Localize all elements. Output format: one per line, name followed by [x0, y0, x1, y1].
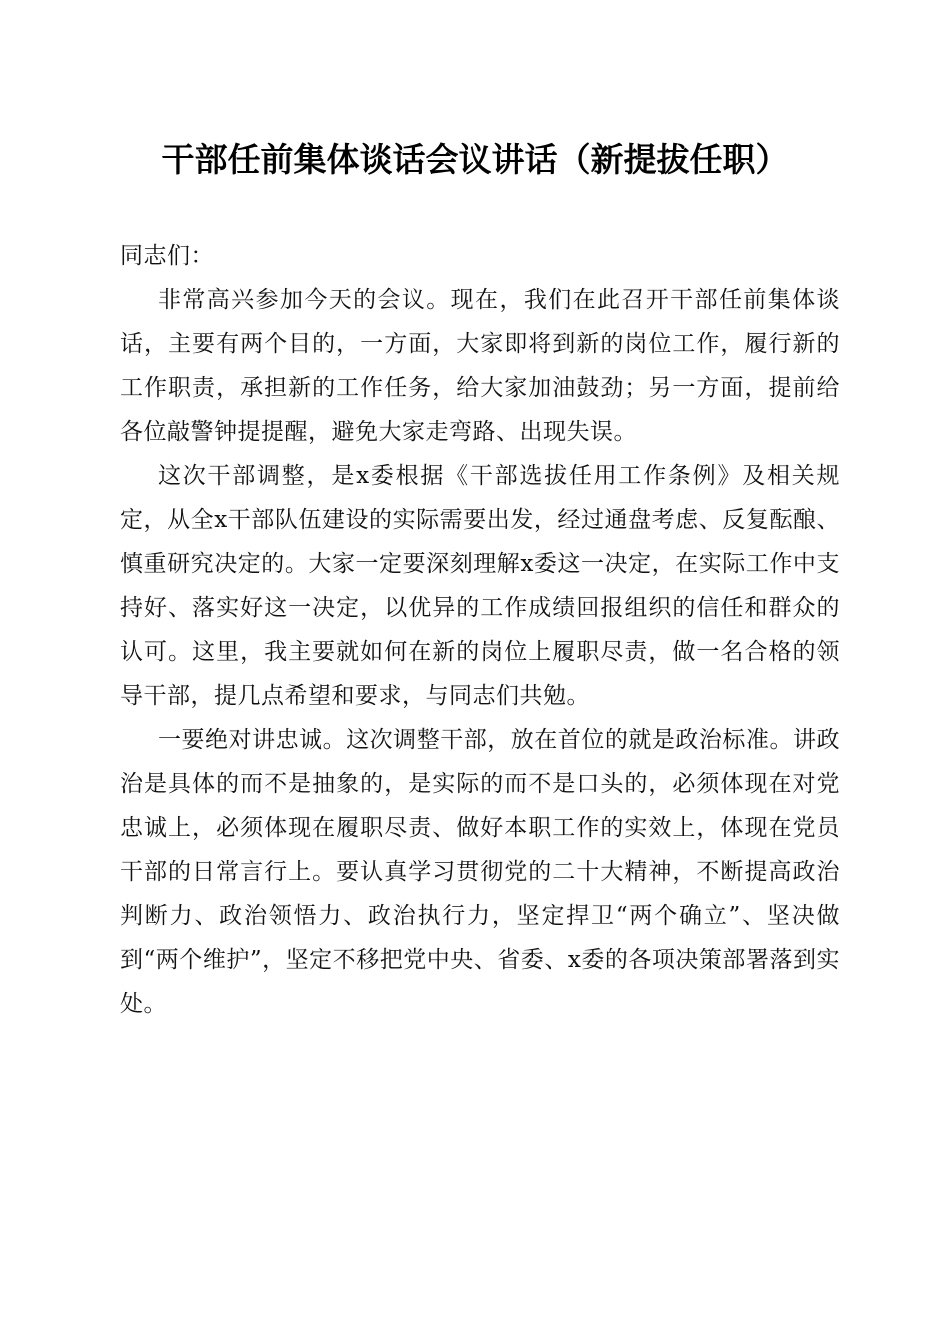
document-body	[120, 234, 840, 1026]
paragraph-3: 一要绝对讲忠诚。这次调整干部，放在首位的就是政治标准。讲政治是具体的而不是抽象的，是实际的而不是口头的，必须体现在对党忠诚上，必须体现在履职尽责、做好本职工作的实效上，体现在党员干部的日常言行上。要认真学习贯彻党的二十大精神，不断提高政治判断力、政治领悟力、政治执行力，坚定捍卫“两个确立”、坚决做到“两个维护”，坚定不移把党中央、省委、x委的各项决策部署落到实处。	[120, 727, 840, 1017]
paragraph-2: 这次干部调整，是x委根据《干部选拔任用工作条例》及相关规定，从全x干部队伍建设的实际需要出发，经过通盘考虑、反复酝酿、慎重研究决定的。大家一定要深刻理解x委这一决定，在实际工作中支持好、落实好这一决定，以优异的工作成绩回报组织的信任和群众的认可。这里，我主要就如何在新的岗位上履职尽责，做一名合格的领导干部，提几点希望和要求，与同志们共勉。	[120, 463, 840, 709]
paragraph-1: 非常高兴参加今天的会议。现在，我们在此召开干部任前集体谈话，主要有两个目的，一方面，大家即将到新的岗位工作，履行新的工作职责，承担新的工作任务，给大家加油鼓劲；另一方面，提前给各位敲警钟提提醒，避免大家走弯路、出现失误。	[120, 287, 840, 445]
document-title: 干部任前集体谈话会议讲话（新提拔任职）	[161, 140, 789, 179]
salutation: 同志们：	[120, 243, 214, 269]
